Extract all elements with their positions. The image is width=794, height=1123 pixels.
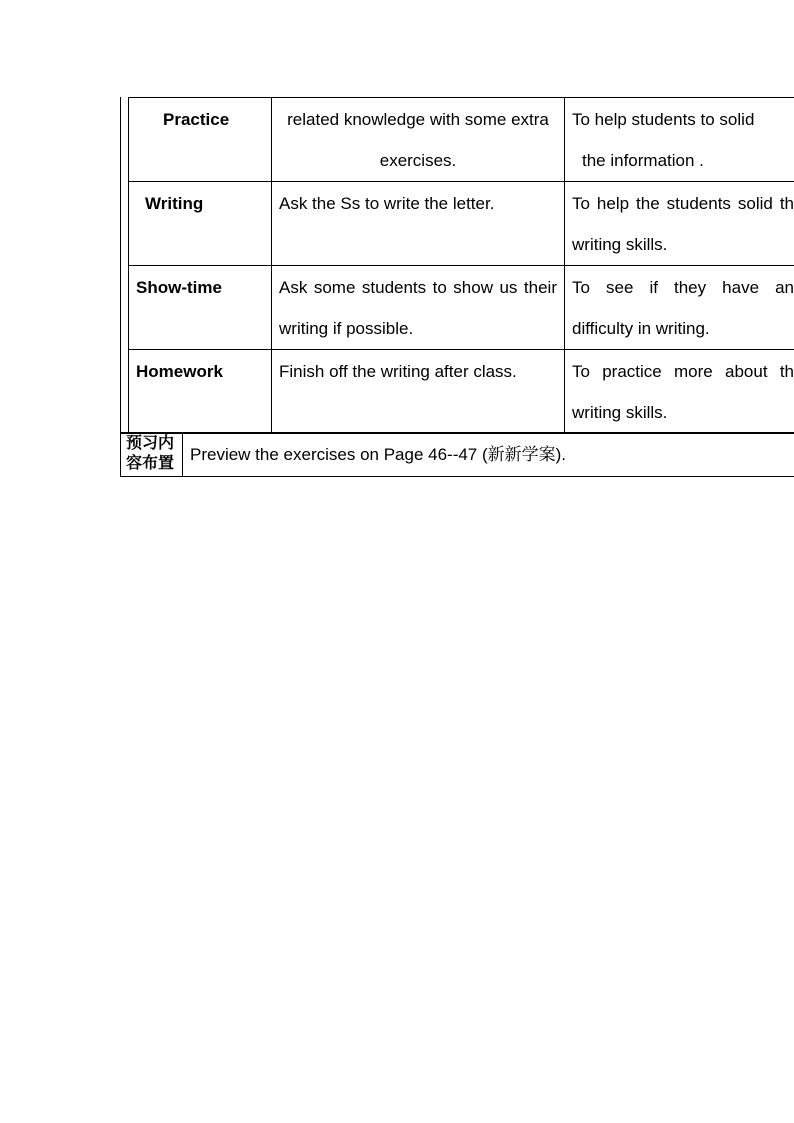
purpose-cell	[564, 265, 794, 349]
purpose-line: To see if they have an	[572, 278, 794, 297]
activity-cell	[271, 181, 564, 265]
stage-cell	[128, 265, 271, 349]
purpose-cell	[564, 97, 794, 181]
activity-cell	[271, 265, 564, 349]
stage-label: Homework	[136, 362, 223, 381]
purpose-line: writing skills.	[572, 235, 668, 254]
activity-line: exercises.	[379, 151, 457, 170]
purpose-cell	[564, 349, 794, 433]
activity-cell	[271, 97, 564, 181]
stage-label: Show-time	[136, 278, 222, 297]
activity-line: related knowledge with some extra	[287, 110, 549, 129]
stage-cell	[128, 181, 271, 265]
preview-text-cell	[182, 434, 794, 476]
purpose-line: writing skills.	[572, 403, 668, 422]
activity-line: Ask the Ss to write the letter.	[279, 194, 495, 213]
purpose-line: To help the students solid th	[572, 194, 794, 213]
stage-cell	[128, 97, 271, 181]
purpose-cell	[564, 181, 794, 265]
bottom-border	[120, 476, 794, 477]
activity-line: writing if possible.	[279, 319, 414, 338]
outer-left-border	[120, 97, 121, 477]
purpose-line: To practice more about th	[572, 362, 794, 381]
preview-label-line: 预习内	[126, 435, 175, 452]
purpose-line: To help students to solid	[572, 110, 755, 129]
activity-line: Ask some students to show us their	[279, 278, 557, 297]
stage-label: Practice	[163, 110, 230, 129]
purpose-line: the information .	[582, 151, 704, 170]
stage-label: Writing	[145, 194, 204, 213]
preview-label-cell	[120, 434, 182, 476]
activity-line: Finish off the writing after class.	[279, 362, 517, 381]
preview-text: Preview the exercises on Page 46--47 (新新学案).	[190, 445, 567, 464]
preview-label-line: 容布置	[126, 455, 175, 472]
lesson-plan-table	[120, 97, 794, 477]
activity-cell	[271, 349, 564, 433]
stage-cell	[128, 349, 271, 433]
purpose-line: difficulty in writing.	[572, 319, 710, 338]
